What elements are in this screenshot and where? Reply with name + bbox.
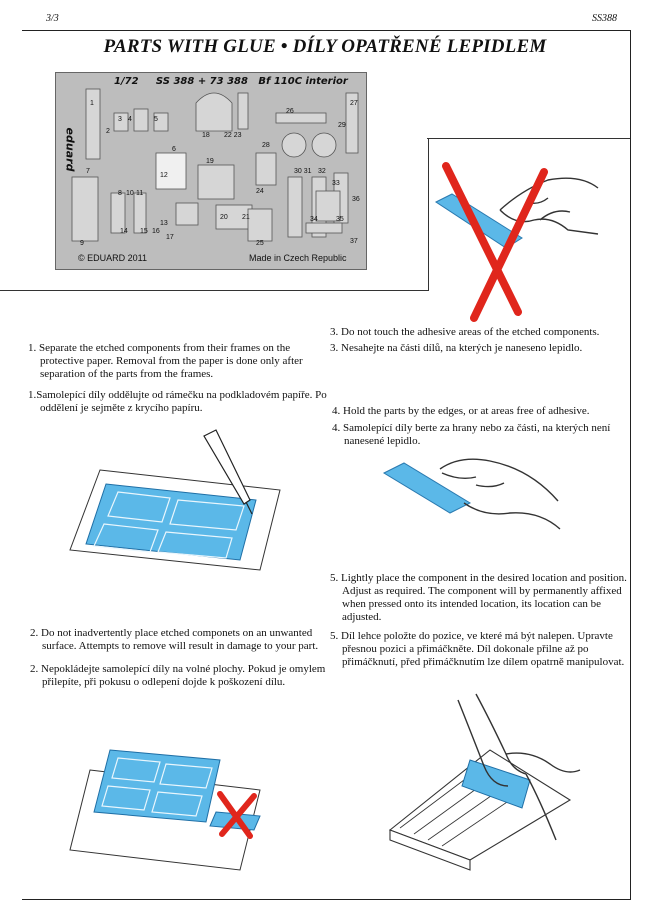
svg-text:11: 11 (136, 190, 144, 197)
sheet-code: SS388 (592, 13, 617, 24)
hand-icon (440, 459, 560, 529)
svg-text:25: 25 (256, 240, 264, 247)
step2-cz: 2. Nepokládejte samolepící díly na volné plochy. Pokud je omylem přilepíte, při pokusu o odlepení dojde k poškození dílu. (30, 663, 326, 688)
step5-block (330, 572, 630, 669)
svg-text:34: 34 (310, 216, 318, 223)
svg-text:24: 24 (256, 188, 264, 195)
svg-text:9: 9 (80, 240, 84, 247)
page-number: 3/3 (46, 13, 59, 24)
fret-copyright: © EDUARD 2011 (78, 253, 147, 263)
svg-text:33: 33 (332, 180, 340, 187)
svg-text:28: 28 (262, 142, 270, 149)
svg-text:30 31: 30 31 (294, 168, 312, 175)
step3-en: 3. Do not touch the adhesive areas of the etched components. (330, 326, 600, 338)
svg-text:17: 17 (166, 234, 174, 241)
svg-text:27: 27 (350, 100, 358, 107)
svg-text:16: 16 (152, 228, 160, 235)
step3-illustration (430, 160, 600, 330)
svg-text:14: 14 (120, 228, 128, 235)
step1-illustration (60, 430, 290, 580)
step5-en: 5. Lightly place the component in the desired location and position. Adjust as required. The component will by permanently affixed when pressed onto its intended location, its location can be adjusted. (330, 572, 627, 623)
svg-text:19: 19 (206, 158, 214, 165)
fret-title: 1/72 SS 388 + 73 388 Bf 110C interior (114, 76, 348, 87)
step1-cz: 1.Samolepící díly oddělujte od rámečku na podkladovém papíře. Po oddělení je sejměte z krycího papíru. (28, 389, 327, 414)
svg-text:13: 13 (160, 220, 168, 227)
svg-text:32: 32 (318, 168, 326, 175)
step5-cz: 5. Díl lehce položte do pozice, ve které má být nalepen. Upravte přesnou pozici a přimáčkněte. Díl dokonale přilne až po přimáčknutí, před přimáčknutím lze dílem opatrně manipulovat. (330, 630, 625, 668)
bottom-rule (22, 899, 630, 900)
svg-text:20: 20 (220, 214, 228, 221)
svg-text:22 23: 22 23 (224, 132, 242, 139)
svg-text:37: 37 (350, 238, 358, 245)
svg-text:2: 2 (106, 128, 110, 135)
step3-cz: 3. Nesahejte na části dílů, na kterých je naneseno lepidlo. (330, 342, 583, 354)
svg-text:12: 12 (160, 172, 168, 179)
page-title: PARTS WITH GLUE • DÍLY OPATŘENÉ LEPIDLEM (103, 36, 547, 57)
step2-illustration (70, 730, 300, 880)
svg-text:18: 18 (202, 132, 210, 139)
svg-text:35: 35 (336, 216, 344, 223)
step1-block (28, 342, 328, 415)
step3-block (330, 326, 630, 355)
step4-illustration (380, 455, 580, 555)
fret-brand: eduard (63, 127, 77, 172)
step1-en: 1. Separate the etched components from their frames on the protective paper. Removal from the paper is done only after separation of the parts from the frames. (28, 342, 303, 380)
svg-text:21: 21 (242, 214, 250, 221)
step2-block (30, 627, 326, 689)
fret-parts-drawing (56, 73, 366, 269)
svg-text:7: 7 (86, 168, 90, 175)
svg-text:3: 3 (118, 116, 122, 123)
svg-text:8: 8 (118, 190, 122, 197)
svg-text:5: 5 (154, 116, 158, 123)
step5-illustration (380, 690, 590, 870)
step2-en: 2. Do not inadvertently place etched componets on an unwanted surface. Attempts to remove will result in damage to your part. (30, 627, 319, 652)
svg-text:4: 4 (128, 116, 132, 123)
svg-text:15: 15 (140, 228, 148, 235)
svg-text:1: 1 (90, 100, 94, 107)
svg-text:36: 36 (352, 196, 360, 203)
svg-text:6: 6 (172, 146, 176, 153)
step4-block (332, 405, 628, 448)
top-rule (22, 30, 630, 31)
svg-text:26: 26 (286, 108, 294, 115)
fret-made-in: Made in Czech Republic (249, 253, 347, 263)
svg-text:29: 29 (338, 122, 346, 129)
step4-en: 4. Hold the parts by the edges, or at areas free of adhesive. (332, 405, 590, 417)
photo-etch-fret (55, 72, 367, 270)
step4-cz: 4. Samolepící díly berte za hrany nebo za části, na kterých není nanesené lepidlo. (332, 422, 611, 447)
svg-text:10: 10 (126, 190, 134, 197)
right-rule (630, 30, 631, 900)
callout-box-top (427, 138, 630, 139)
